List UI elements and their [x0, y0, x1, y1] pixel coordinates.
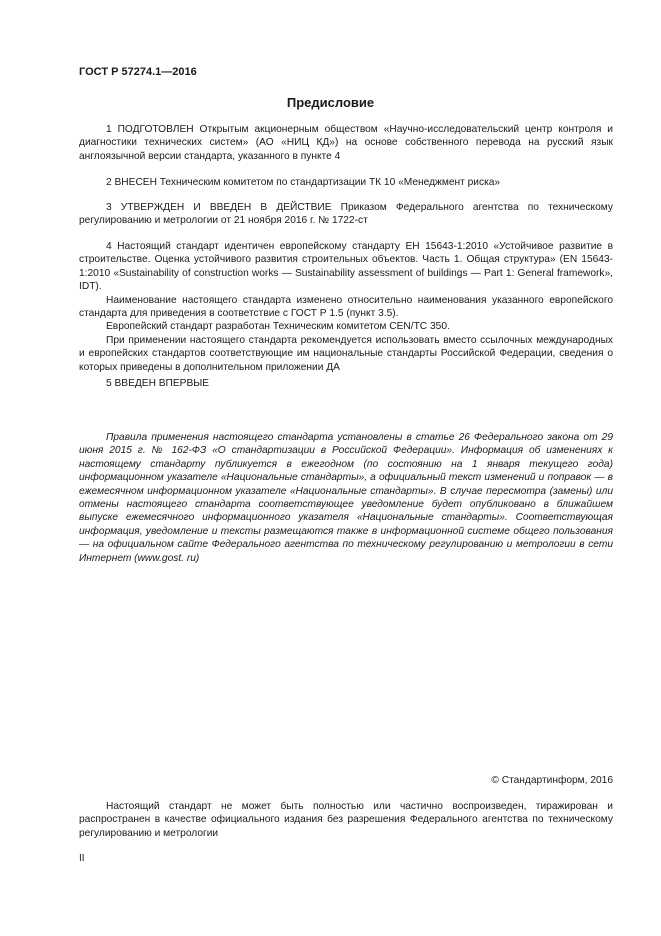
section-2-text: 2 ВНЕСЕН Техническим комитетом по стандартизации ТК 10 «Менеджмент риска»	[106, 177, 501, 188]
copyright: © Стандартинформ, 2016	[491, 775, 613, 786]
section-4-paragraph: 4 Настоящий стандарт идентичен европейскому стандарту ЕН 15643-1:2010 «Устойчивое развитие в строительстве. Оценка устойчивого развития строительных объектов. Часть 1. Общая структура» (EN 15643-1:2010 «Sustainability of construction works — Sustainability assessment of buildings — Part 1: General framework», IDT).	[79, 241, 613, 293]
section-3	[79, 201, 613, 228]
reproduction-notice-text: Настоящий стандарт не может быть полностью или частично воспроизведен, тиражирован и распространен в качестве официального издания без разрешения Федерального агентства по техническому регулированию и метрологии	[79, 801, 613, 839]
reproduction-notice	[79, 800, 613, 840]
section-4-paragraph: Наименование настоящего стандарта изменено относительно наименования указанного европейского стандарта для приведения в соответствие с ГОСТ Р 1.5 (пункт 3.5).	[79, 294, 613, 320]
section-1	[79, 123, 613, 163]
section-2	[79, 176, 613, 189]
section-5	[79, 377, 613, 390]
page-title: Предисловие	[286, 95, 375, 110]
section-4-paragraph: Европейский стандарт разработан Техническим комитетом CEN/TC 350.	[106, 321, 450, 333]
section-4-paragraph: При применении настоящего стандарта рекомендуется использовать вместо ссылочных международных и европейских стандартов соответствующие им национальные стандарты Российской Федерации, сведения о которых приведены в дополнительном приложении ДА	[79, 334, 613, 373]
section-4	[79, 240, 613, 374]
document-code: ГОСТ Р 57274.1—2016	[79, 66, 197, 78]
rules-note	[79, 431, 613, 565]
section-1-text: 1 ПОДГОТОВЛЕН Открытым акционерным обществом «Научно-исследовательский центр контроля и диагностики технических систем» (АО «НИЦ КД») на основе собственного перевода на русский язык англоязычной версии стандарта, указанного в пункте 4	[79, 124, 613, 162]
section-3-text: 3 УТВЕРЖДЕН И ВВЕДЕН В ДЕЙСТВИЕ Приказом Федерального агентства по техническому регулированию и метрологии от 21 ноября 2016 г. № 1722-ст	[79, 202, 613, 227]
section-5-text: 5 ВВЕДЕН ВПЕРВЫЕ	[106, 378, 210, 389]
page-number: II	[79, 853, 85, 864]
rules-note-text: Правила применения настоящего стандарта установлены в статье 26 Федерального закона от 29 июня 2015 г. № 162-ФЗ «О стандартизации в Российской Федерации». Информация об изменениях к настоящему стандарту публикуется в ежегодном (по состоянию на 1 января текущего года) информационном указателе «Национальные стандарты», а официальный текст изменений и поправок — в ежемесячном информационном указателе «Национальные стандарты». В случае пересмотра (замены) или отмены настоящего стандарта соответствующее уведомление будет опубликовано в ближайшем выпуске ежемесячного информационного указателя «Национальные стандарты». Соответствующая информация, уведомление и тексты размещаются также в информационной системе общего пользования — на официальном сайте Федерального агентства по техническому регулированию и метрологии в сети Интернет (www.gost. ru)	[79, 432, 613, 564]
